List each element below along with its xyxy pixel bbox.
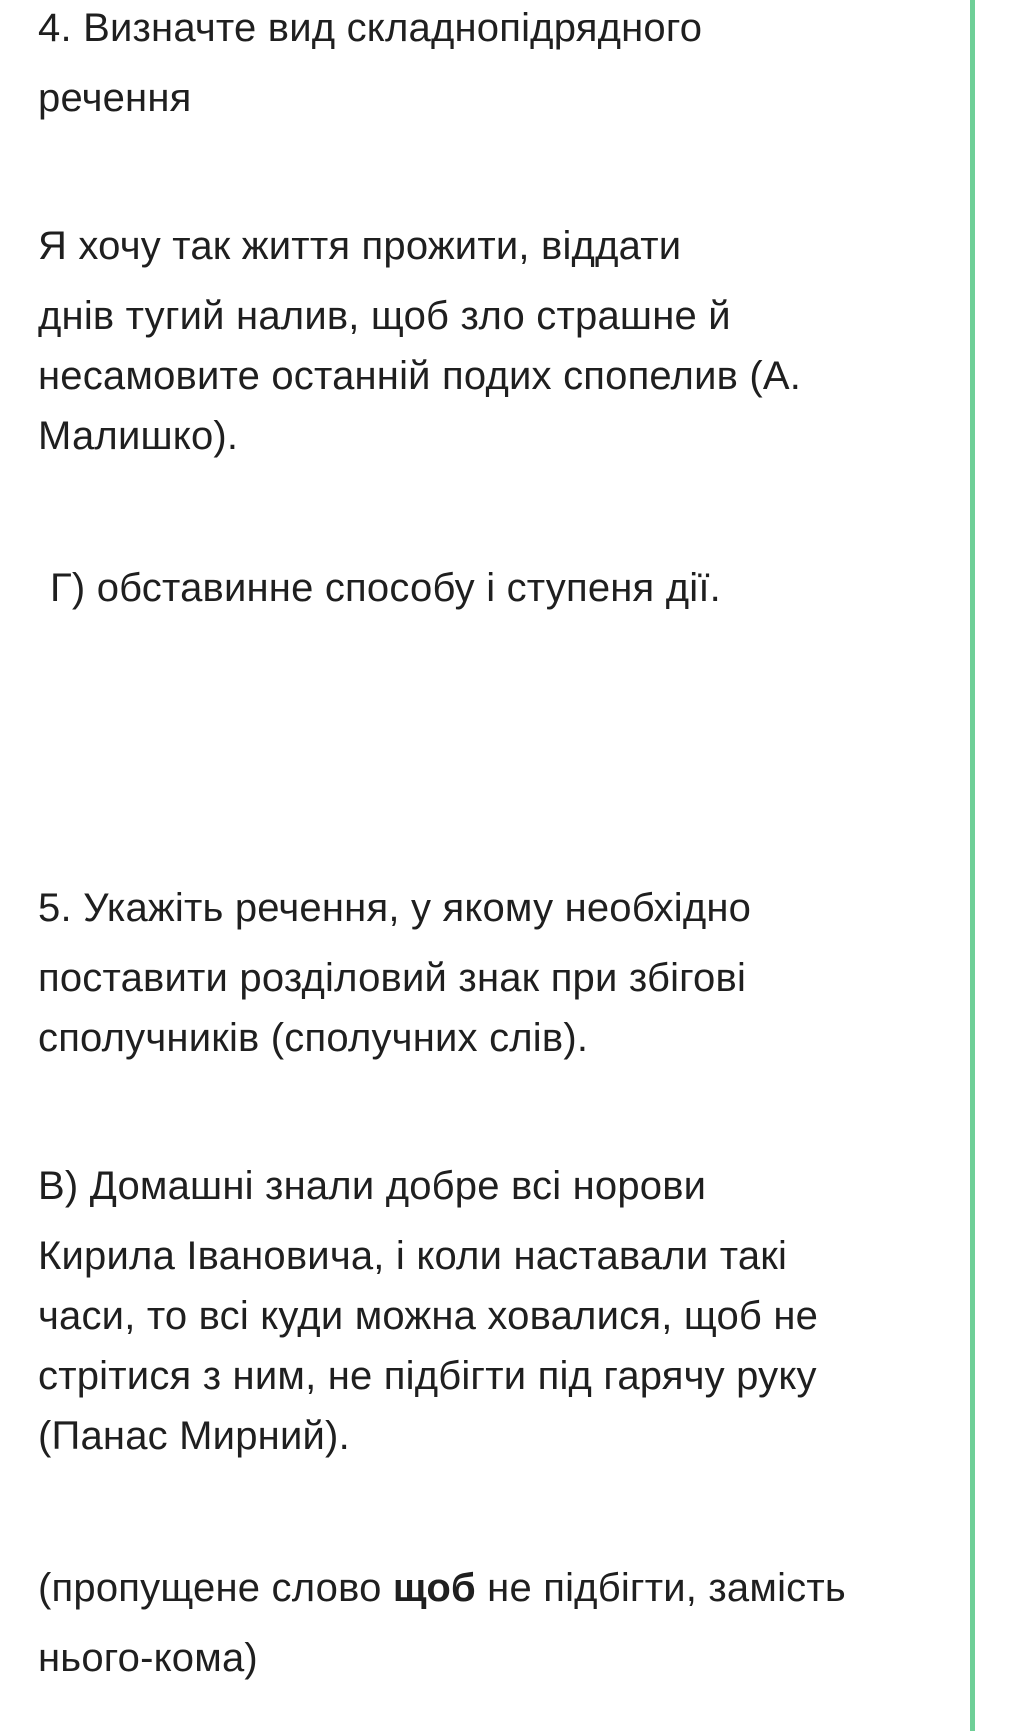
note-bold-word: щоб (392, 1566, 476, 1610)
question-4-title-line-2: речення (38, 76, 192, 120)
question-4-title-line-1: 4. Визначте вид складнопідрядного (38, 6, 703, 50)
question-4-sentence-line-4: Малишко). (38, 414, 239, 458)
question-4-sentence-line-2: днів тугий налив, щоб зло страшне й (38, 294, 731, 338)
question-5-title-line-2: поставити розділовий знак при збігові (38, 956, 747, 1000)
question-5-note-line-1 (38, 1564, 846, 1612)
question-5-title-line-3: сполучників (сполучних слів). (38, 1016, 589, 1060)
question-5-answer-line-3: часи, то всі куди можна ховалися, щоб не (38, 1294, 819, 1338)
question-5-answer-line-1: В) Домашні знали добре всі норови (38, 1164, 707, 1208)
question-5-note-line-2: нього-кома) (38, 1636, 258, 1680)
question-4-sentence-line-3: несамовите останній подих спопелив (А. (38, 354, 802, 398)
question-5-answer-line-2: Кирила Івановича, і коли наставали такі (38, 1234, 788, 1278)
question-5-answer-line-5: (Панас Мирний). (38, 1414, 350, 1458)
question-5-title-line-1: 5. Укажіть речення, у якому необхідно (38, 886, 752, 930)
question-4-sentence-line-1: Я хочу так життя прожити, віддати (38, 224, 682, 268)
note-suffix: не підбігти, замість (475, 1566, 846, 1610)
question-4-answer: Г) обставинне способу і ступеня дії. (50, 566, 721, 610)
question-5-answer-line-4: стрітися з ним, не підбігти під гарячу руку (38, 1354, 817, 1398)
right-accent-bar (970, 0, 975, 1731)
note-prefix: (пропущене слово (38, 1566, 393, 1610)
